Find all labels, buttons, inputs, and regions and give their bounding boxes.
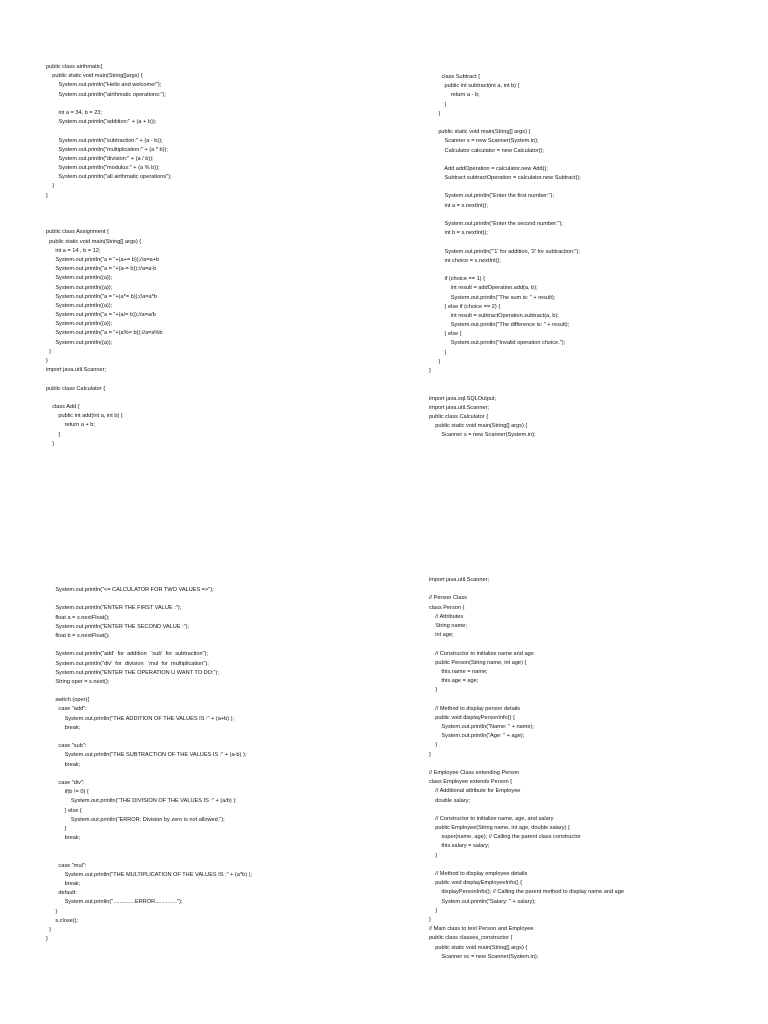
code-line: } else { (429, 331, 462, 338)
code-line: System.out.println((a)); (46, 275, 113, 282)
code-line: int a = s.nextInt(); (429, 202, 488, 209)
code-line: int age; (429, 632, 454, 639)
code-line: public static void main(String[] args) { (429, 944, 528, 951)
code-line: System.out.println("div' for division 'mul for multiplication"); (46, 660, 209, 667)
code-line: int a = 14 , b = 12; (46, 247, 101, 254)
code-line: class Subtract { (429, 74, 480, 80)
code-line: public static void main(String[] args) { (429, 129, 531, 136)
code-line: // Person Class (429, 595, 467, 602)
code-line: import java.util.Scanner; (46, 367, 107, 374)
code-line: } (46, 825, 67, 832)
code-line: } (46, 183, 55, 190)
code-line: System.out.println("..............ERROR.............."); (46, 899, 183, 906)
code-line: public class Calculator { (429, 413, 489, 420)
code-line: Scanner s = new Scanner(System.in); (429, 432, 536, 439)
code-line (429, 640, 624, 649)
code-line: System.out.println("Invalid operation choice."); (429, 340, 566, 347)
code-line: Add addOperation = calculator.new Add(); (429, 165, 548, 172)
code-line: System.out.println((a)); (46, 339, 113, 346)
code-block-arithmetic-assignment-calculator (46, 63, 172, 449)
code-line (46, 843, 252, 852)
code-line (429, 376, 581, 385)
code-line: System.out.println((a)); (46, 302, 113, 309)
code-line: Scanner s = new Scanner(System.in); (429, 138, 539, 145)
code-line: // Method to display person details (429, 705, 521, 712)
code-line: System.out.println("Name: " + name); (429, 724, 534, 730)
code-line: return a + b; (46, 422, 95, 429)
code-line: } else if (choice == 2) { (429, 303, 501, 310)
code-line: System.out.println("The sum is: " + result); (429, 294, 556, 301)
code-line (429, 806, 624, 815)
code-line (429, 156, 581, 165)
code-line (46, 219, 172, 228)
code-line: } (429, 358, 441, 365)
code-line (46, 595, 252, 604)
code-line: break; (46, 881, 81, 887)
code-line: System.out.println((a)); (46, 284, 113, 291)
code-line (429, 119, 581, 128)
code-line (46, 375, 172, 384)
code-line: public Person(String name, int age) { (429, 659, 527, 666)
code-line: // Method to display employee details (429, 871, 528, 877)
code-line: // Additional attribute for Employee (429, 788, 521, 795)
code-line: class Person { (429, 604, 465, 611)
code-line: public class Assignment { (46, 229, 109, 236)
code-line: } (429, 687, 438, 694)
code-line: System.out.println("THE MULTIPLICATION OF THE VALUES IS :" + (a*b) ); (46, 871, 253, 878)
code-line: // Main class to test Person and Employee (429, 926, 534, 933)
code-line: } (429, 368, 431, 374)
code-line: } (429, 916, 431, 923)
code-line: case "div": (46, 779, 85, 786)
code-line: Calculator calculator = new Calculator(); (429, 147, 544, 154)
code-line: public int subtract(int a, int b) { (429, 83, 520, 90)
code-line: } (429, 101, 447, 108)
code-line: // Employee Class extending Person (429, 769, 520, 776)
code-line: s.close(); (46, 917, 79, 924)
code-line: } (46, 358, 48, 364)
code-line: System.out.println("subtraction:" + (a - b)); (46, 137, 163, 144)
code-line: // Attributes (429, 613, 464, 620)
code-line: System.out.println("Enter the first number:"); (429, 193, 554, 200)
code-line: System.out.println("a = "+(a-= b));//a=a-b (46, 266, 157, 273)
code-line: System.out.println("THE ADDITION OF THE VALUES IS :" + (a+b) ); (46, 715, 235, 722)
code-line: if (choice == 1) { (429, 276, 485, 283)
code-line: public static void main(String[] args) { (429, 423, 528, 430)
code-line: } (429, 110, 441, 117)
code-line: } (429, 852, 438, 859)
code-line: public class airthmatic{ (46, 64, 103, 70)
code-line (46, 687, 252, 696)
code-line: String oper = s.next(); (46, 678, 110, 685)
code-line (429, 861, 624, 870)
code-line: int b = s.nextInt(); (429, 230, 488, 237)
code-line: } (429, 751, 431, 758)
code-line (429, 211, 581, 220)
code-line (429, 183, 581, 192)
code-line: } (46, 192, 48, 199)
code-line: super(name, age); // Calling the parent class constructor (429, 834, 581, 841)
code-line: System.out.println("a = "+(a+= b));//a=a+b (46, 256, 160, 263)
code-line: } (429, 349, 447, 356)
code-line: System.out.println("The difference is: " + result); (429, 322, 570, 329)
code-line: System.out.println("modulus:" + (a % b)); (46, 165, 160, 172)
code-line (429, 695, 624, 704)
code-line: case "add": (46, 706, 87, 713)
code-line: System.out.println("Salary: " + salary); (429, 898, 536, 905)
code-block-subtract-main (429, 73, 581, 441)
code-line: break; (46, 761, 81, 768)
code-line: System.out.println("multiplication:" + (a * b)); (46, 146, 168, 153)
code-line: } (46, 908, 58, 915)
code-line: System.out.println("Enter the second number:"); (429, 221, 563, 227)
code-line: } else { (46, 807, 82, 814)
code-line: break; (46, 835, 81, 842)
code-line (46, 127, 172, 136)
code-line: public void displayPersonInfo() { (429, 714, 515, 721)
code-line: String name; (429, 622, 467, 629)
code-line: System.out.println("a = "+(a%= b));//a=a%b (46, 330, 163, 337)
code-line: public static void main(String[]args) { (46, 73, 143, 80)
code-line: System.out.println("airthmatic operations:"); (46, 91, 166, 98)
code-line: Subtract subtractOperation = calculator.new Subtract(); (429, 175, 581, 182)
code-line: displayPersonInfo(); // Calling the parent method to display name and age (429, 889, 624, 896)
code-line (46, 394, 172, 403)
code-line (46, 770, 252, 779)
code-line: System.out.println("ENTER THE FIRST VALUE :"); (46, 605, 182, 612)
code-line: import java.util.Scanner; (429, 577, 490, 583)
code-line: } (429, 742, 438, 749)
code-line: } (46, 926, 51, 933)
code-line: double salary; (429, 797, 471, 804)
code-line: } (46, 440, 55, 447)
code-line: import java.util.Scanner; (429, 404, 490, 411)
code-line: break; (46, 724, 81, 731)
code-block-person-employee (429, 576, 624, 962)
code-line: // Constructor to initialize name and age (429, 650, 534, 657)
code-line: case "sub": (46, 743, 87, 750)
code-line: System.out.println("ERROR: Division by zero is not allowed."); (46, 816, 225, 823)
code-line: public class Calculator { (46, 385, 106, 392)
code-line: Scanner sc = new Scanner(System.in); (429, 953, 539, 960)
code-line (429, 760, 624, 769)
code-line: class Add { (46, 403, 80, 410)
code-line: return a - b; (429, 92, 480, 99)
code-line: if(b != 0) { (46, 789, 89, 796)
code-line: System.out.println("THE DIVISION OF THE VALUES IS :" + (a/b) ); (46, 798, 237, 805)
code-line: System.out.println("add' for addition 'sub' for subtraction"); (46, 651, 209, 658)
code-line: System.out.println((a)); (46, 321, 113, 328)
code-line: float b = s.nextFloat(); (46, 632, 110, 639)
code-line (429, 238, 581, 247)
code-line: public static void main(String[] args) { (46, 238, 142, 245)
code-line: System.out.println("all airthmatic operations"); (46, 174, 172, 181)
code-line: } (46, 348, 51, 355)
code-line (429, 585, 624, 594)
code-block-two-value-calculator (46, 586, 252, 944)
code-line: } (46, 431, 61, 438)
code-line: System.out.println("addition:" + (a + b)); (46, 119, 157, 126)
code-line: System.out.println("Hello and welcome!"); (46, 82, 162, 89)
code-line: public int add(int a, int b) { (46, 413, 123, 420)
code-line: this.name = name; (429, 668, 488, 675)
code-line: float a = s.nextFloat(); (46, 614, 110, 621)
code-line: int choice = s.nextInt(); (429, 257, 501, 264)
code-line: int result = subtractOperation.subtract(a, b); (429, 312, 559, 319)
code-line: switch (oper){ (46, 697, 90, 704)
code-line: int a = 34, b = 23; (46, 109, 102, 116)
code-line: this.salary = salary; (429, 843, 490, 850)
code-line: System.out.println("ENTER THE SECOND VALUE :"); (46, 623, 190, 630)
code-line: public void displayEmployeeInfo() { (429, 880, 522, 887)
code-line: System.out.println("THE SUBTRACTION OF THE VALUES IS :" + (a-b) ); (46, 752, 247, 759)
code-line: public Employee(String name, int age, double salary) { (429, 825, 570, 832)
code-line: System.out.println("ENTER THE OPERATION U WANT TO DO:"); (46, 669, 219, 676)
code-line: int result = addOperation.add(a, b); (429, 285, 538, 292)
code-line: } (429, 907, 438, 914)
code-line: this.age = age; (429, 678, 479, 685)
code-line (46, 100, 172, 109)
code-line (46, 733, 252, 742)
code-line (46, 210, 172, 219)
code-line: case "mul": (46, 862, 87, 869)
code-line: System.out.println("'1' for addition, '2' for subtraction:"); (429, 248, 580, 255)
code-line (46, 641, 252, 650)
code-line (46, 201, 172, 210)
code-line: // Constructor to initialize name, age, and salary (429, 815, 554, 822)
code-line: System.out.println("a = "+(a*= b));//a=a*b (46, 293, 157, 300)
code-line (46, 852, 252, 861)
code-line: import java.sql.SQLOutput; (429, 395, 497, 402)
code-line: public class classes_constructor { (429, 935, 513, 942)
code-line: System.out.println("a = "+(a/= b));//a=a/b (46, 312, 156, 319)
code-line: class Employee extends Person { (429, 779, 513, 786)
code-line: System.out.println("Age: " + age); (429, 733, 525, 740)
code-line (429, 266, 581, 275)
code-line: } (46, 936, 48, 943)
code-line: default: (46, 890, 77, 897)
code-line (429, 385, 581, 394)
code-line: System.out.println("division:" + (a / b)); (46, 155, 154, 162)
code-line: System.out.println("<= CALCULATOR FOR TWO VALUES =>"); (46, 587, 214, 593)
